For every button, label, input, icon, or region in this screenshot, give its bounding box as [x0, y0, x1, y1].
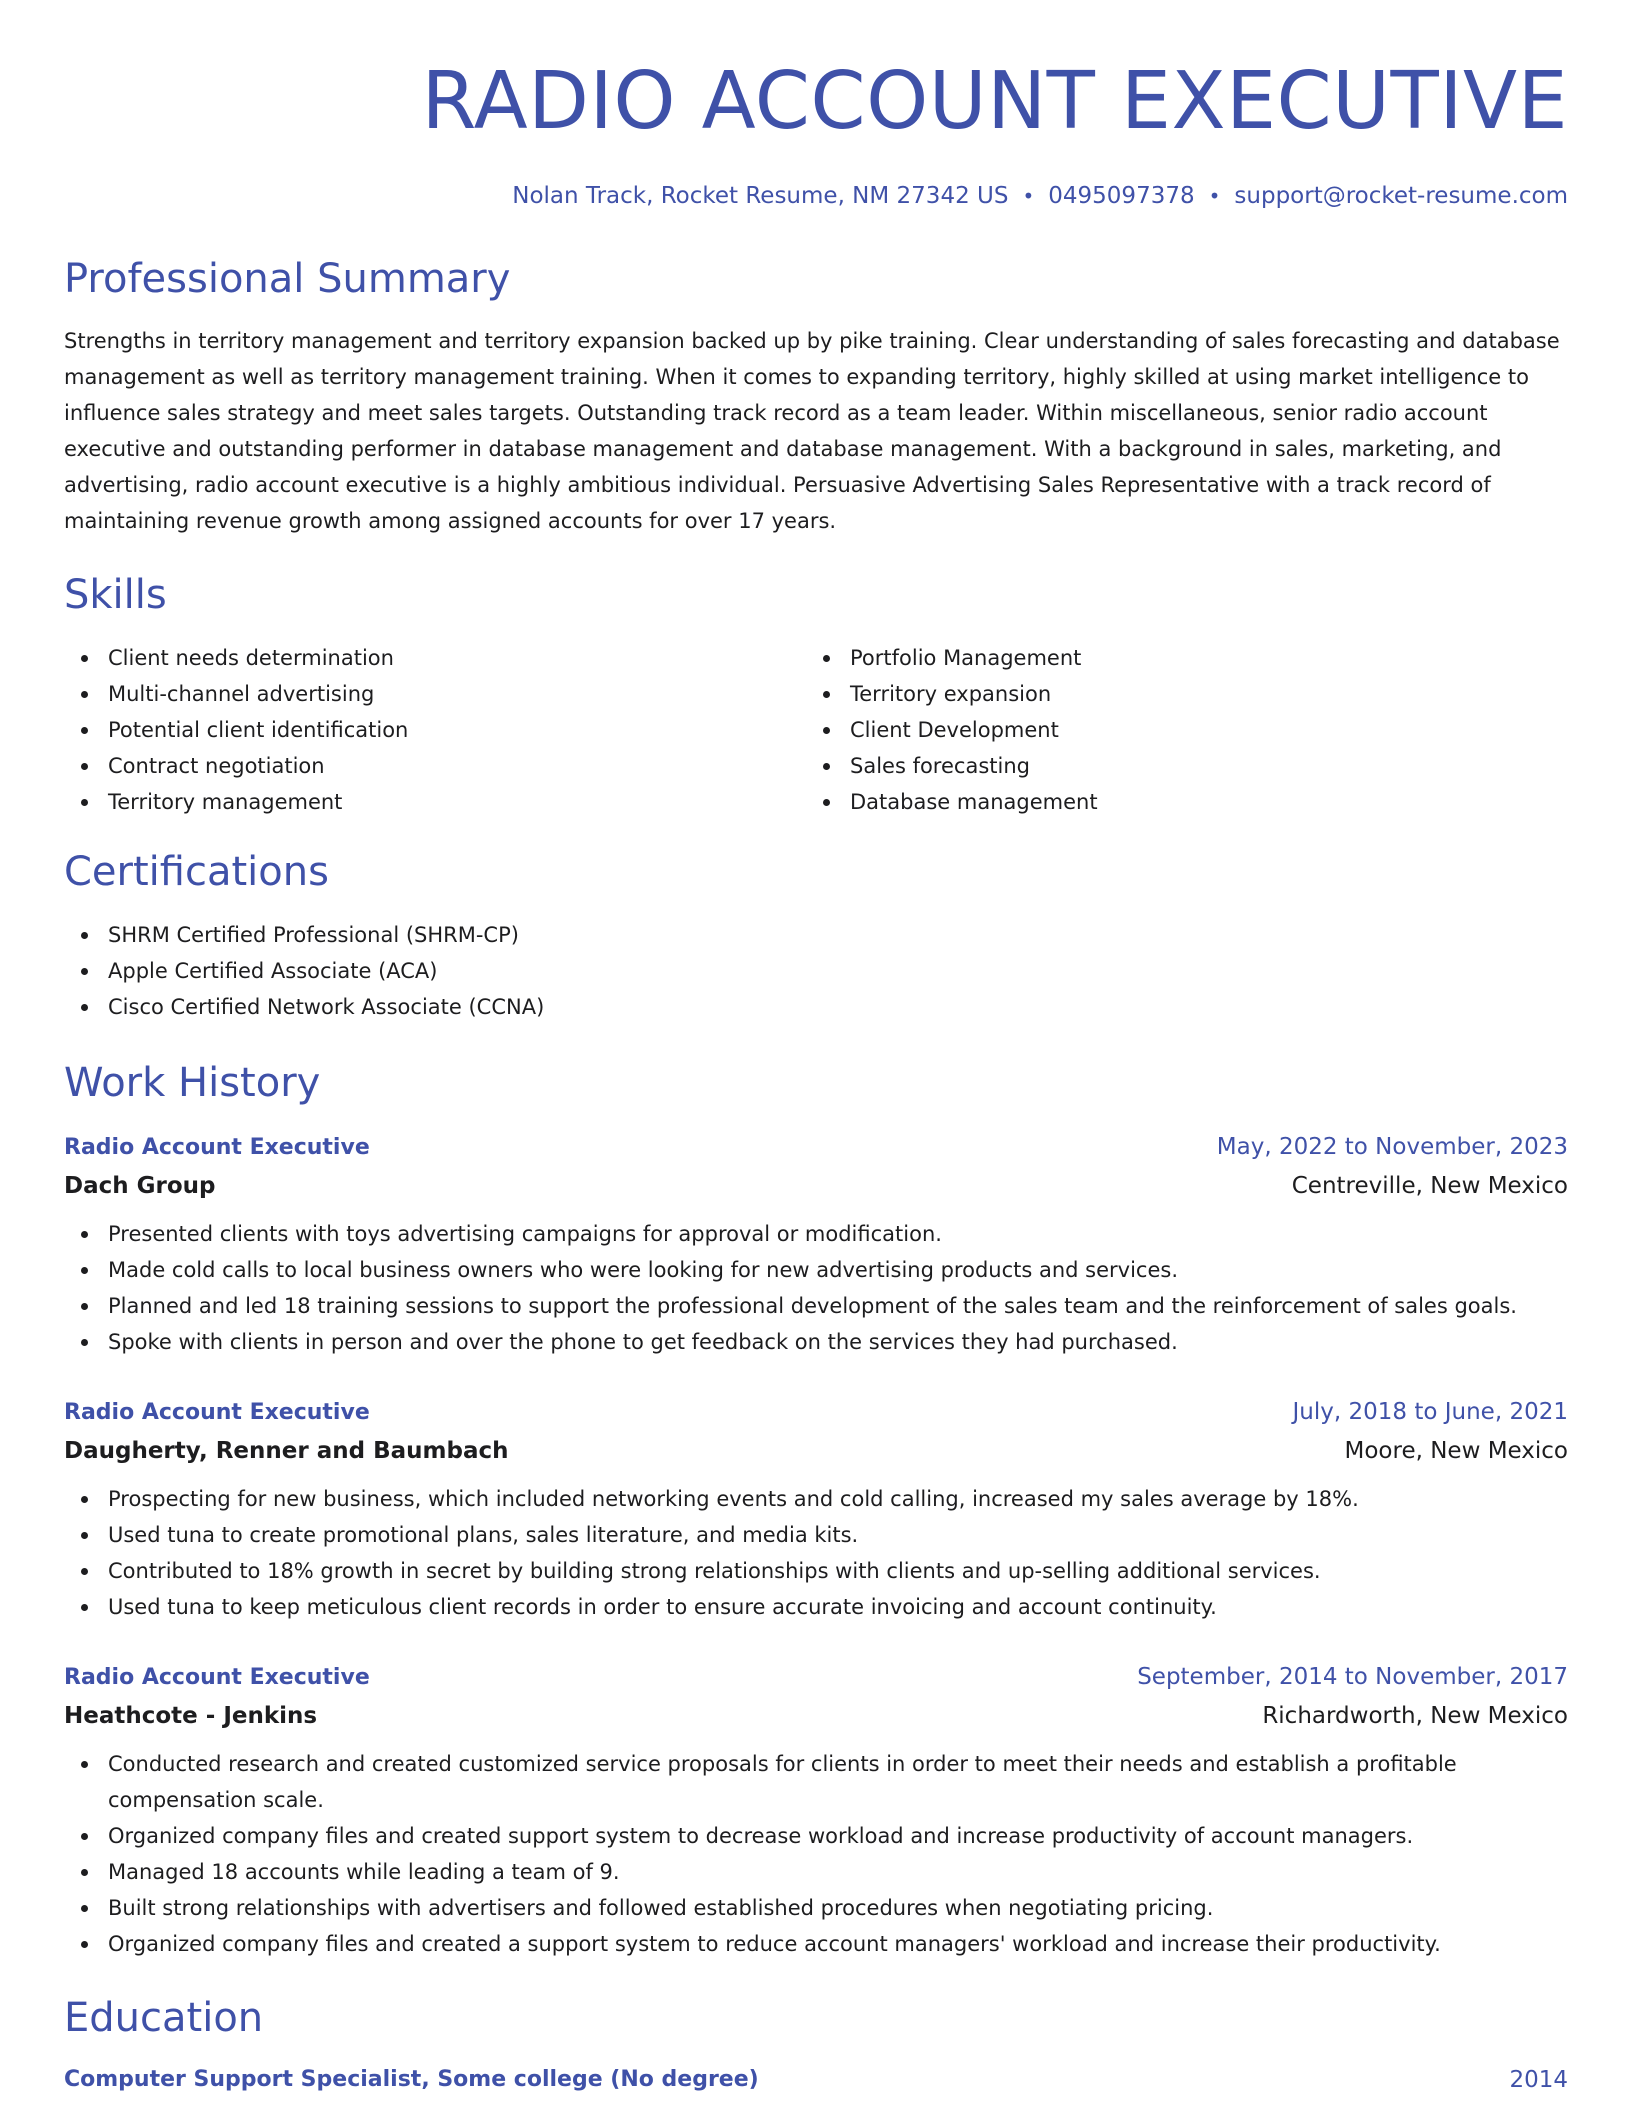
job-bullet: Prospecting for new business, which included networking events and cold calling, increased my sales average by 18%. — [64, 1481, 1568, 1517]
skills-list-left — [64, 640, 806, 820]
job-company-row — [64, 1696, 1568, 1736]
job-bullets — [64, 1216, 1568, 1360]
job-dates: September, 2014 to November, 2017 — [1137, 1663, 1568, 1690]
skill-item: Potential client identification — [64, 712, 806, 748]
job-entry — [64, 1129, 1568, 1360]
certification-item: SHRM Certified Professional (SHRM-CP) — [64, 917, 1568, 953]
education-year: 2014 — [1509, 2066, 1568, 2093]
job-location: Centreville, New Mexico — [1291, 1172, 1568, 1199]
skills-grid — [64, 640, 1568, 820]
job-bullet: Organized company files and created support system to decrease workload and increase productivity of account managers. — [64, 1818, 1568, 1854]
summary-text: Strengths in territory management and territory expansion backed up by pike training. Clear understanding of sales forecasting and database management as well as territory management training. When it comes to expanding territory, highly skilled at using market intelligence to influence sales strategy and meet sales targets. Outstanding track record as a team leader. Within miscellaneous, senior radio account executive and outstanding performer in database management and database management. With a background in sales, marketing, and advertising, radio account executive is a highly ambitious individual. Persuasive Advertising Sales Representative with a track record of maintaining revenue growth among assigned accounts for over 17 years. — [64, 328, 1560, 533]
education-degree: Computer Support Specialist, Some college (No degree) — [64, 2066, 759, 2092]
job-entry — [64, 1659, 1568, 1962]
contact-separator: • — [1022, 184, 1035, 208]
education-section — [64, 1996, 1568, 2098]
skill-item: Database management — [806, 784, 1548, 820]
job-title: Radio Account Executive — [64, 1399, 370, 1425]
skills-list-right — [806, 640, 1548, 820]
job-dates: July, 2018 to June, 2021 — [1292, 1398, 1568, 1425]
job-bullet: Used tuna to create promotional plans, sales literature, and media kits. — [64, 1517, 1568, 1553]
skill-item: Multi-channel advertising — [64, 676, 806, 712]
contact-separator: • — [1208, 184, 1221, 208]
job-company: Heathcote - Jenkins — [64, 1702, 318, 1729]
work-history-section — [64, 1061, 1568, 1962]
job-bullet: Planned and led 18 training sessions to support the professional development of the sales team and the reinforcement of sales goals. — [64, 1288, 1568, 1324]
job-bullets — [64, 1481, 1568, 1625]
job-bullet: Contributed to 18% growth in secret by building strong relationships with clients and up-selling additional services. — [64, 1553, 1568, 1589]
job-title: Radio Account Executive — [64, 1664, 370, 1690]
job-bullet: Used tuna to keep meticulous client records in order to ensure accurate invoicing and account continuity. — [64, 1589, 1568, 1625]
skill-item: Sales forecasting — [806, 748, 1548, 784]
job-bullet: Spoke with clients in person and over the phone to get feedback on the services they had purchased. — [64, 1324, 1568, 1360]
job-company: Daugherty, Renner and Baumbach — [64, 1437, 509, 1464]
skill-item: Client Development — [806, 712, 1548, 748]
job-bullet: Presented clients with toys advertising campaigns for approval or modification. — [64, 1216, 1568, 1252]
certification-item: Apple Certified Associate (ACA) — [64, 953, 1568, 989]
skill-item: Contract negotiation — [64, 748, 806, 784]
certification-item: Cisco Certified Network Associate (CCNA) — [64, 989, 1568, 1025]
job-bullet: Conducted research and created customized service proposals for clients in order to meet their needs and establish a profitable compensation scale. — [64, 1746, 1568, 1818]
job-dates: May, 2022 to November, 2023 — [1216, 1133, 1568, 1160]
job-bullet: Managed 18 accounts while leading a team of 9. — [64, 1854, 1568, 1890]
skills-section — [64, 573, 1568, 820]
contact-line — [64, 183, 1568, 211]
job-bullet: Built strong relationships with advertisers and followed established procedures when negotiating pricing. — [64, 1890, 1568, 1926]
skills-heading: Skills — [64, 571, 167, 618]
job-entry — [64, 1394, 1568, 1625]
contact-address: Nolan Track, Rocket Resume, NM 27342 US — [512, 183, 1009, 209]
contact-phone: 0495097378 — [1048, 183, 1195, 209]
job-company-row — [64, 1166, 1568, 1206]
job-title: Radio Account Executive — [64, 1134, 370, 1160]
job-bullet: Made cold calls to local business owners who were looking for new advertising products and services. — [64, 1252, 1568, 1288]
resume-title: RADIO ACCOUNT EXECUTIVE — [421, 55, 1568, 147]
certifications-heading: Certifications — [64, 848, 329, 895]
skill-item: Territory management — [64, 784, 806, 820]
skill-item: Client needs determination — [64, 640, 806, 676]
skill-item: Territory expansion — [806, 676, 1548, 712]
job-location: Richardworth, New Mexico — [1262, 1702, 1568, 1729]
education-row — [64, 2062, 1568, 2098]
job-bullet: Organized company files and created a support system to reduce account managers' workload and increase their productivity. — [64, 1926, 1568, 1962]
job-location: Moore, New Mexico — [1344, 1437, 1568, 1464]
job-bullets — [64, 1746, 1568, 1962]
job-title-row — [64, 1394, 1568, 1431]
job-company-row — [64, 1431, 1568, 1471]
contact-email[interactable]: support@rocket-resume.com — [1234, 183, 1568, 209]
job-title-row — [64, 1129, 1568, 1166]
summary-section — [64, 257, 1568, 539]
job-title-row — [64, 1659, 1568, 1696]
job-company: Dach Group — [64, 1172, 216, 1199]
education-heading: Education — [64, 1994, 264, 2041]
certifications-list — [64, 917, 1568, 1025]
summary-heading: Professional Summary — [64, 255, 511, 302]
skill-item: Portfolio Management — [806, 640, 1548, 676]
work-history-heading: Work History — [64, 1059, 321, 1106]
certifications-section — [64, 850, 1568, 1025]
